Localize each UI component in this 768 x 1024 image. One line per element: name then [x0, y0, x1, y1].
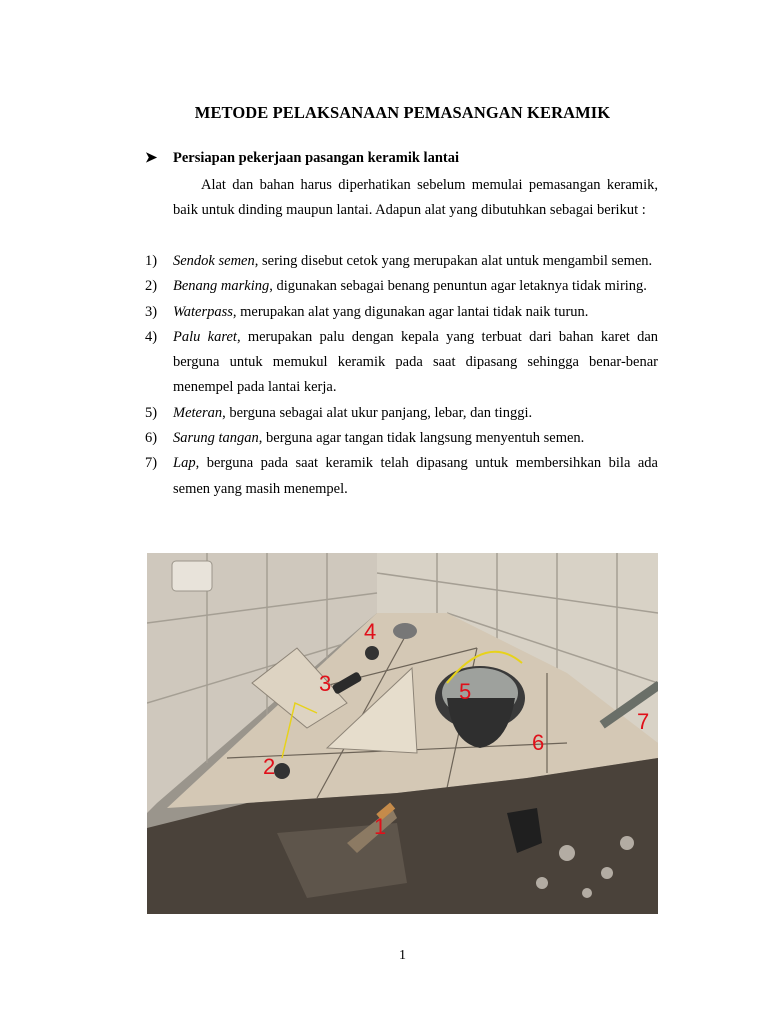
list-item-description: , berguna sebagai alat ukur panjang, lebar, dan tinggi.	[222, 404, 533, 421]
list-item-term: Sarung tangan	[173, 430, 259, 447]
section-heading-text: Persiapan pekerjaan pasangan keramik lantai	[173, 150, 459, 166]
tiling-photo	[147, 553, 658, 914]
photo-marker: 3	[319, 671, 332, 696]
list-item	[145, 274, 658, 299]
photo-marker: 4	[364, 619, 377, 644]
tiling-photo-illustration	[147, 553, 658, 914]
list-item-description: , digunakan sebagai benang penuntun agar letaknya tidak miring.	[269, 278, 647, 295]
list-item-term: Sendok semen	[173, 253, 255, 269]
list-item-description: , berguna pada saat keramik telah dipasang untuk membersihkan bila ada semen yang masih menempel.	[173, 455, 658, 497]
photo-marker: 6	[532, 730, 545, 755]
list-item-number: 6)	[145, 430, 158, 447]
list-item	[145, 325, 658, 401]
photo-marker: 7	[637, 709, 650, 734]
list-item-number: 4)	[145, 328, 158, 345]
list-item-number: 1)	[145, 253, 158, 269]
list-item	[145, 249, 658, 274]
list-item-number: 7)	[145, 455, 158, 472]
list-item-number: 2)	[145, 278, 158, 295]
list-item-term: Palu karet	[173, 328, 237, 345]
list-item-term: Lap	[173, 455, 196, 472]
list-item-number: 5)	[145, 404, 158, 421]
list-item-description: , sering disebut cetok yang merupakan alat untuk mengambil semen.	[254, 253, 653, 269]
list-item-number: 3)	[145, 303, 158, 320]
list-item-description: , berguna agar tangan tidak langsung menyentuh semen.	[258, 430, 585, 447]
photo-marker: 1	[374, 814, 387, 839]
intro-paragraph: Alat dan bahan harus diperhatikan sebelum memulai pemasangan keramik, baik untuk dinding maupun lantai. Adapun alat yang dibutuhkan sebagai berikut :	[173, 177, 658, 219]
list-item	[145, 401, 658, 426]
list-item	[145, 426, 658, 451]
list-item	[145, 451, 658, 502]
list-item	[145, 300, 658, 325]
page-title: METODE PELAKSANAAN PEMASANGAN KERAMIK	[194, 103, 611, 122]
tool-list	[145, 249, 658, 502]
list-item-description: , merupakan alat yang digunakan agar lantai tidak naik turun.	[232, 303, 589, 320]
list-item-description: , merupakan palu dengan kepala yang terbuat dari bahan karet dan berguna untuk memukul keramik pada saat dipasang sehingga benar-benar menempel pada lantai kerja.	[173, 328, 659, 396]
page-number: 1	[399, 948, 406, 963]
arrow-bullet-icon: ➤	[145, 150, 158, 166]
list-item-term: Meteran	[173, 404, 223, 421]
photo-marker: 2	[263, 754, 276, 779]
list-item-term: Waterpass	[173, 303, 233, 320]
photo-marker: 5	[459, 679, 472, 704]
list-item-term: Benang marking	[173, 278, 270, 295]
